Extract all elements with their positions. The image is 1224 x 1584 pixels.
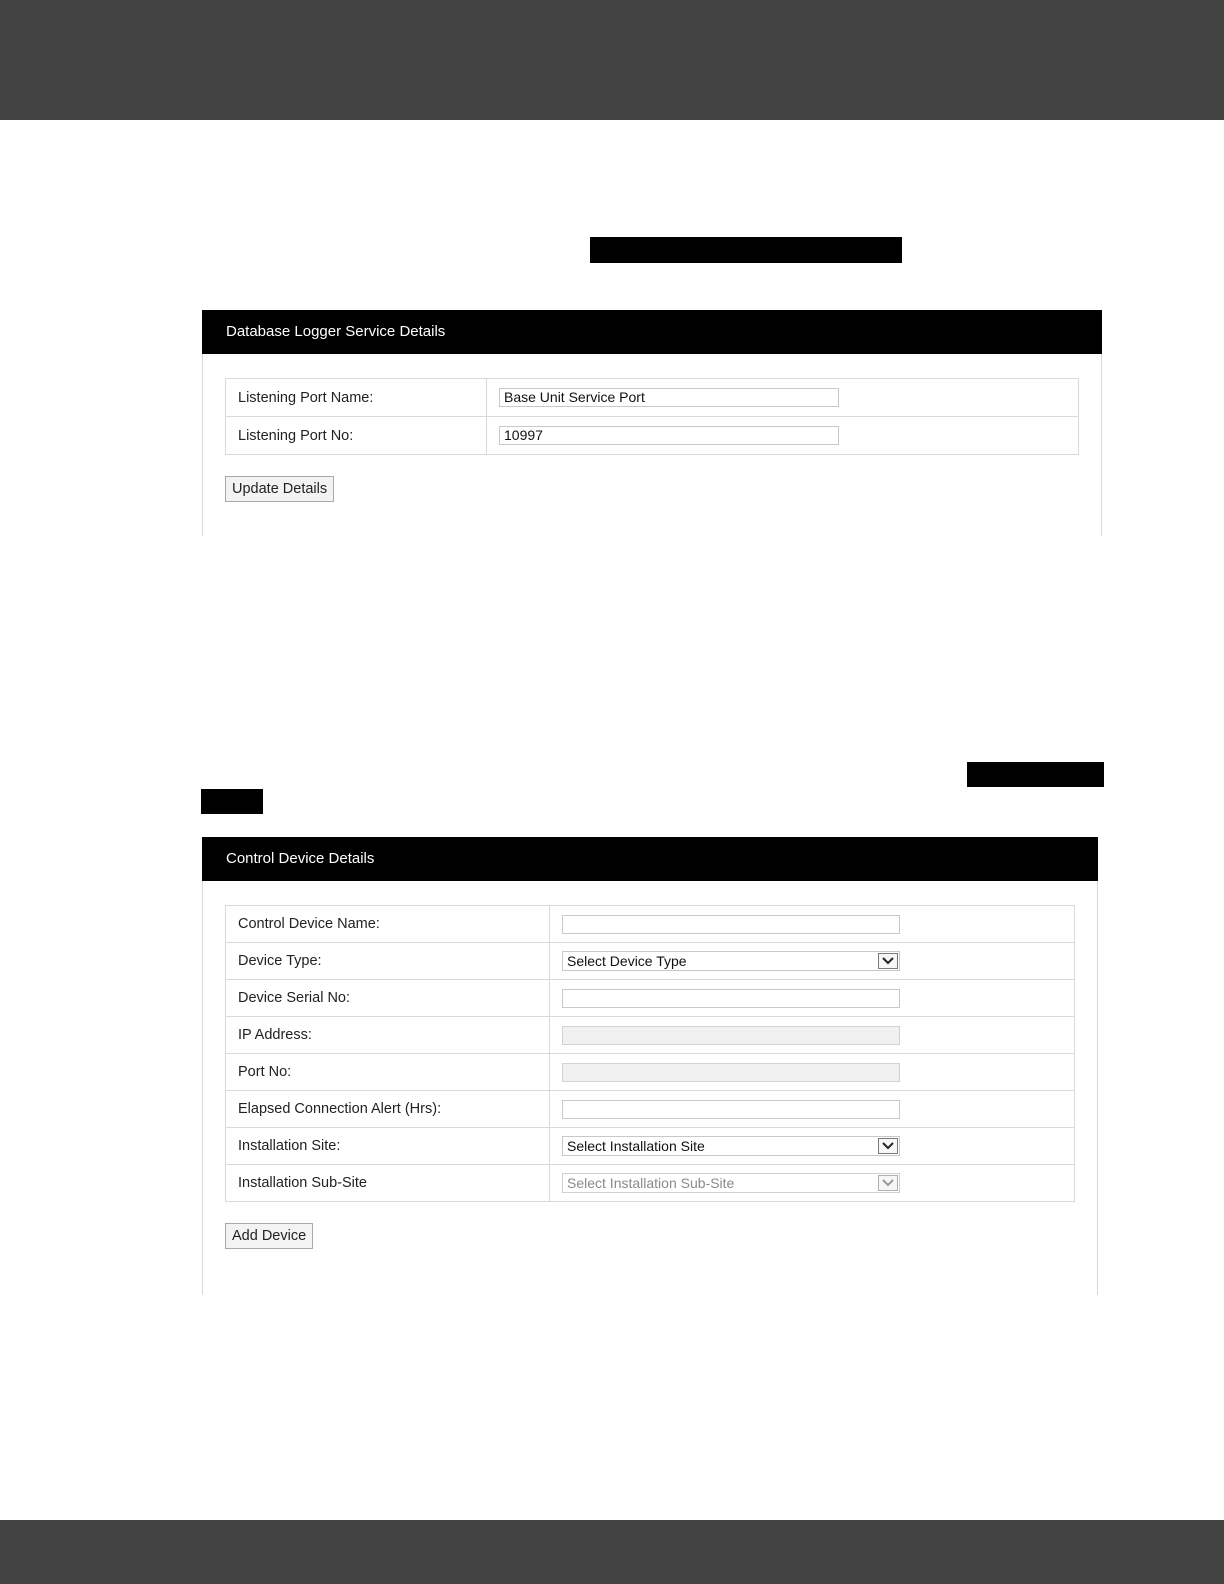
control-device-panel-title: Control Device Details (202, 837, 1098, 881)
port-no-label: Port No: (226, 1054, 550, 1091)
redacted-text-block (590, 237, 902, 263)
listening-port-name-cell (487, 379, 1079, 417)
redacted-text-block (201, 789, 263, 814)
form-row-ip (226, 1017, 1075, 1054)
form-row-port-name (226, 379, 1079, 417)
installation-subsite-select-value: Select Installation Sub-Site (567, 1175, 735, 1191)
chevron-down-icon[interactable] (878, 1138, 898, 1154)
update-details-button[interactable]: Update Details (225, 476, 334, 502)
elapsed-alert-cell (550, 1091, 1075, 1128)
db-logger-panel-title: Database Logger Service Details (202, 310, 1102, 354)
control-device-form-table (225, 905, 1075, 1202)
listening-port-no-input[interactable]: 10997 (499, 426, 839, 445)
installation-subsite-label: Installation Sub-Site (226, 1165, 550, 1202)
control-device-name-input[interactable] (562, 915, 900, 934)
redacted-text-block (967, 762, 1104, 787)
installation-site-select-value: Select Installation Site (567, 1138, 705, 1154)
form-row-device-name (226, 906, 1075, 943)
ip-address-input (562, 1026, 900, 1045)
chevron-down-icon (878, 1175, 898, 1191)
device-serial-cell (550, 980, 1075, 1017)
device-type-select[interactable] (562, 951, 900, 971)
add-device-button[interactable]: Add Device (225, 1223, 313, 1249)
db-logger-panel (202, 310, 1102, 536)
control-device-name-label: Control Device Name: (226, 906, 550, 943)
form-row-alert (226, 1091, 1075, 1128)
chevron-down-icon[interactable] (878, 953, 898, 969)
port-no-cell (550, 1054, 1075, 1091)
installation-site-select[interactable] (562, 1136, 900, 1156)
installation-subsite-select (562, 1173, 900, 1193)
ip-address-label: IP Address: (226, 1017, 550, 1054)
ip-address-cell (550, 1017, 1075, 1054)
form-row-device-type (226, 943, 1075, 980)
db-logger-form-table (225, 378, 1079, 455)
form-row-site (226, 1128, 1075, 1165)
elapsed-alert-label: Elapsed Connection Alert (Hrs): (226, 1091, 550, 1128)
listening-port-no-cell (487, 417, 1079, 455)
device-serial-label: Device Serial No: (226, 980, 550, 1017)
form-row-port (226, 1054, 1075, 1091)
bottom-banner (0, 1520, 1224, 1584)
device-type-select-value: Select Device Type (567, 953, 687, 969)
form-row-subsite (226, 1165, 1075, 1202)
device-type-cell (550, 943, 1075, 980)
db-logger-panel-body (202, 354, 1102, 536)
form-row-serial (226, 980, 1075, 1017)
port-no-input (562, 1063, 900, 1082)
control-device-panel (202, 837, 1098, 1295)
top-banner (0, 0, 1224, 120)
installation-site-cell (550, 1128, 1075, 1165)
listening-port-name-label: Listening Port Name: (226, 379, 487, 417)
listening-port-no-label: Listening Port No: (226, 417, 487, 455)
elapsed-alert-input[interactable] (562, 1100, 900, 1119)
device-type-label: Device Type: (226, 943, 550, 980)
device-serial-input[interactable] (562, 989, 900, 1008)
form-row-port-no (226, 417, 1079, 455)
installation-subsite-cell (550, 1165, 1075, 1202)
listening-port-name-input[interactable]: Base Unit Service Port (499, 388, 839, 407)
installation-site-label: Installation Site: (226, 1128, 550, 1165)
control-device-panel-body (202, 881, 1098, 1295)
control-device-name-cell (550, 906, 1075, 943)
